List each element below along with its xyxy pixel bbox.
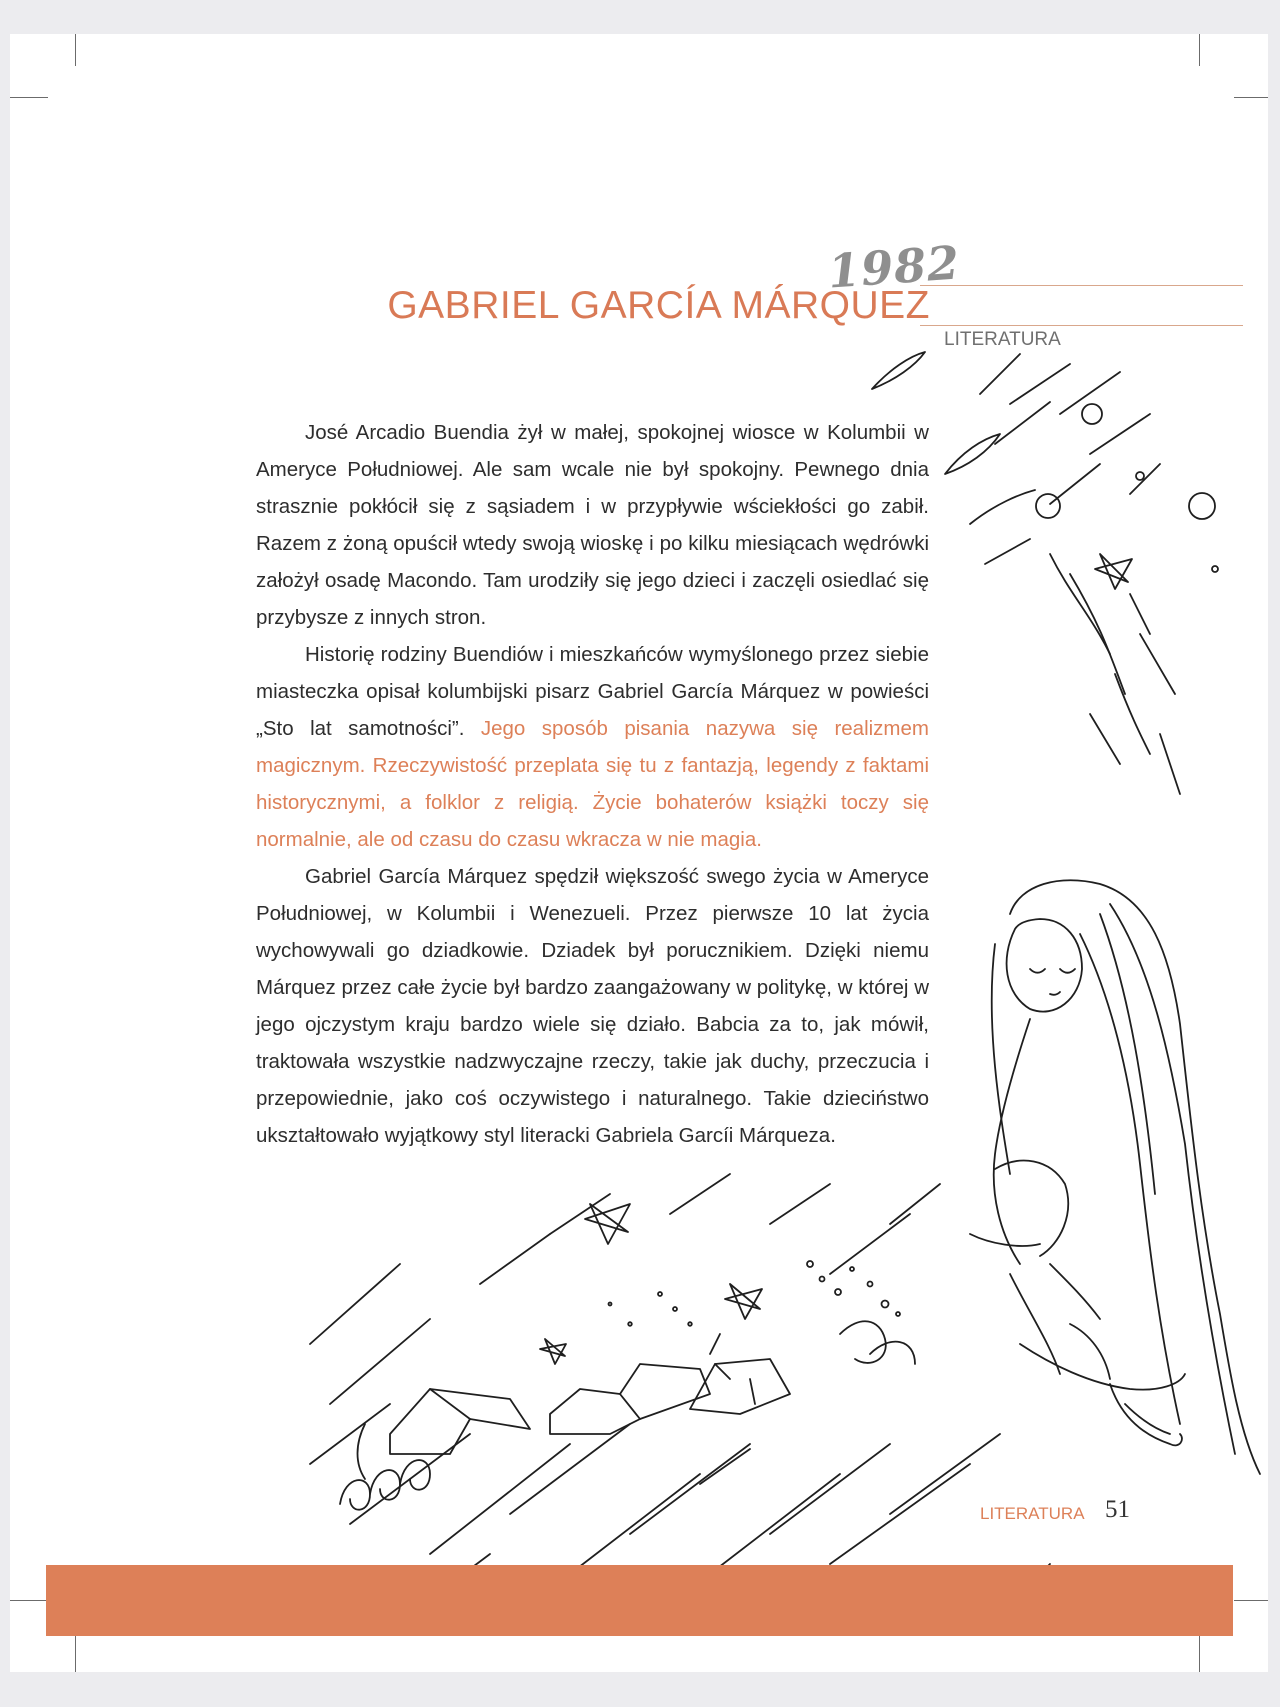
paragraph: José Arcadio Buendia żył w małej, spokojnej wiosce w Kolumbii w Ameryce Południowej. Ale sam wcale nie był spokojny. Pewnego dnia strasznie pokłócił się z sąsiadem i w przypływie wściekłości go zabił. Razem z żoną opuścił wtedy swoją wioskę i po kilku miesiącach wędrówki założył osadę Macondo. Tam urodziły się jego dzieci i zaczęli osiedlać się przybysze z innych stron.: [256, 421, 929, 629]
paragraph: [256, 636, 929, 858]
page-title: GABRIEL GARCÍA MÁRQUEZ: [387, 284, 930, 327]
footer-category-label: LITERATURA: [980, 1504, 1085, 1523]
article-body: [256, 414, 929, 1154]
highlighted-text: Jego sposób pisania nazywa się realizmem magicznym. Rzeczywistość przeplata się tu z fantazją, legendy z faktami historycznymi, a folklor z religią. Życie bohaterów książki toczy się normalnie, ale od czasu do czasu wkracza w nie magia.: [256, 717, 929, 851]
paragraph-text: Historię rodziny Buendiów i mieszkańców wymyślonego przez siebie miasteczka opisał kolumbijski pisarz Gabriel García Márquez w powieści „Sto lat samotności”.: [256, 643, 929, 740]
category-label: LITERATURA: [944, 329, 1061, 350]
book-page: [10, 34, 1268, 1672]
year-label: 1982: [826, 235, 962, 299]
page-number: 51: [1105, 1496, 1130, 1523]
footer-band: [46, 1565, 1233, 1636]
paragraph: Gabriel García Márquez spędził większość swego życia w Ameryce Południowej, w Kolumbii i Wenezueli. Przez pierwsze 10 lat życia wychowywali go dziadkowie. Dziadek był porucznikiem. Dzięki niemu Márquez przez całe życie był bardzo zaangażowany w politykę, w której w jego ojczystym kraju bardzo wiele się działo. Babcia za to, jak mówił, traktowała wszystkie nadzwyczajne rzeczy, takie jak duchy, przeczucia i przepowiednie, jako coś oczywistego i naturalnego. Takie dzieciństwo ukształtowało wyjątkowy styl literacki Gabriela Garcíi Márqueza.: [256, 865, 929, 1147]
